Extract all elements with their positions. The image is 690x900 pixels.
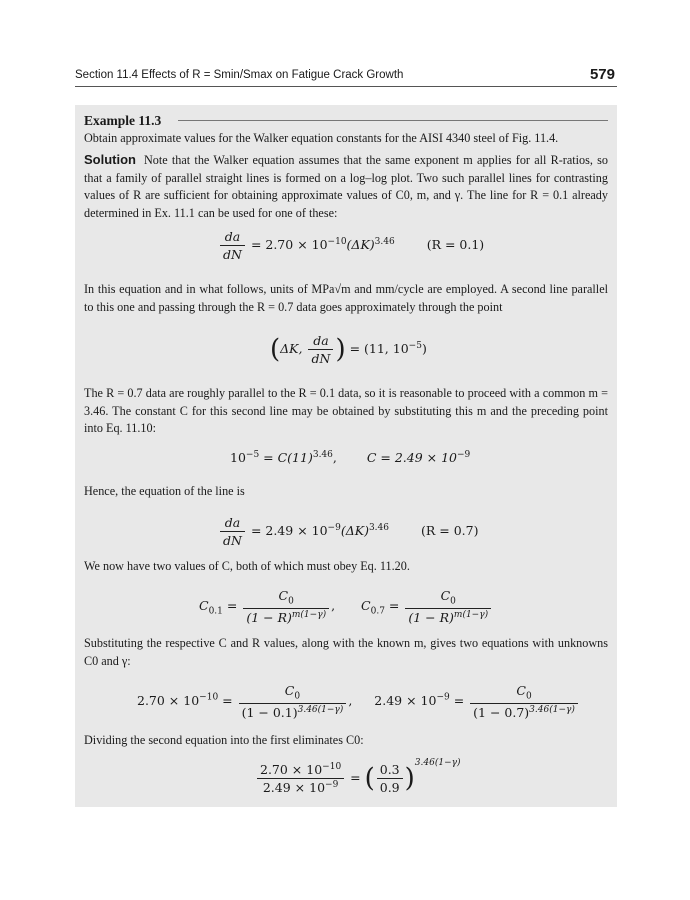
equation-3: $10^{-5} = C(11)^{3.46}$, $C = 2.49 \times 10^{-9}$: [230, 450, 471, 466]
example-title: Example 11.3: [84, 113, 162, 128]
solution-label: Solution: [84, 152, 136, 167]
example-box: [75, 105, 617, 807]
paragraph-7: Dividing the second equation into the first eliminates C0:: [84, 733, 364, 747]
page-number: 579: [589, 66, 615, 83]
paragraph-3: The R = 0.7 data are roughly parallel to the R = 0.1 data, so it is reasonable to proceed with a common m = 3.46. The constant C for this second line may be obtained by substituting this m and the preceding point into Eq. 11.10:: [84, 386, 608, 435]
equation-2: (ΔK, $\frac{da}{dN}$ ) = (11, $10^{-5}$): [270, 333, 427, 366]
paragraph-5: We now have two values of C, both of which must obey Eq. 11.20.: [84, 559, 410, 573]
title-rule: [178, 120, 608, 121]
running-header: [75, 66, 617, 87]
equation-6: $2.70 \times 10^{-10}$ = $\frac{C_0}{(1 - 0.1)^{3.46(1-\gamma)}}$ , $2.49 \times 10^{-9}$ = $\frac{C_0}{(1 - 0.7)^{3.46(1-\gamma)}}$: [137, 683, 580, 720]
paragraph-2: In this equation and in what follows, units of MPa√m and mm/cycle are employed. A second line parallel to this one and passing through the R = 0.7 data goes approximately through the point: [84, 282, 608, 314]
solution-text: Note that the Walker equation assumes that the same exponent m applies for all R-ratios, so that a family of parallel straight lines is formed on a log–log plot. Two such parallel lines for contrasting values of R are sufficient for obtaining approximate values of C0, m, and γ. The line for R = 0.1 already determined in Ex. 11.1 can be used for one of these:: [84, 153, 608, 220]
paragraph-4: Hence, the equation of the line is: [84, 484, 245, 498]
equation-4: $\frac{da}{dN}$ = $2.49 \times 10^{-9}(\Delta K)^{3.46}$ (R = 0.7): [218, 515, 478, 548]
equation-7: $\frac{2.70 \times 10^{-10}}{2.49 \times 10^{-9}}$ = ( $\frac{0.3}{0.9}$ )$^{3.46(1-\gamma)}$: [255, 762, 461, 795]
solution-paragraph: [84, 151, 608, 222]
equation-5: $C_{0.1}$ = $\frac{C_0}{(1 - R)^{m(1-\gamma)}}$ , $C_{0.7}$ = $\frac{C_0}{(1 - R)^{m(1-\gamma)}}$: [199, 588, 493, 625]
equation-1: $\frac{da}{dN}$ = $2.70 \times 10^{-10}(\Delta K)^{3.46}$ (R = 0.1): [218, 229, 484, 262]
problem-statement: Obtain approximate values for the Walker equation constants for the AISI 4340 steel of Fig. 11.4.: [84, 131, 559, 145]
paragraph-6: Substituting the respective C and R values, along with the known m, gives two equations with unknowns C0 and γ:: [84, 636, 608, 668]
section-title: Section 11.4 Effects of R = Smin/Smax on Fatigue Crack Growth: [75, 69, 404, 81]
